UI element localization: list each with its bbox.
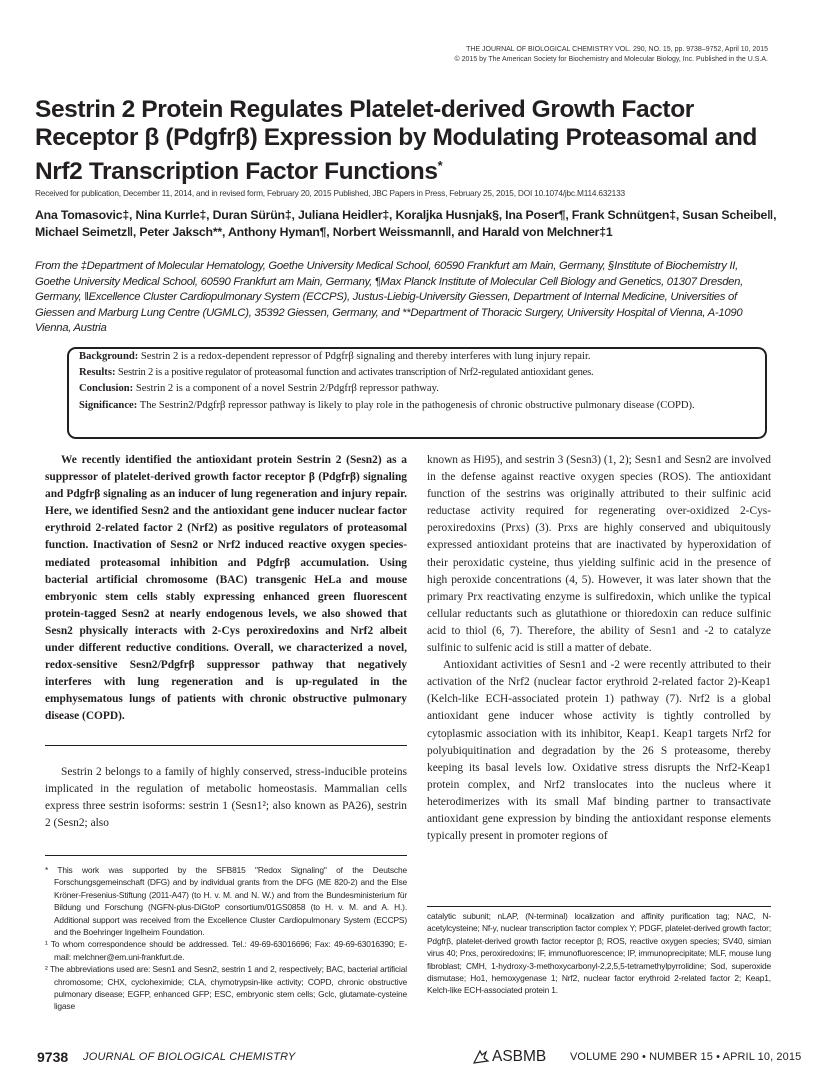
background-text: Sestrin 2 is a redox-dependent repressor of Pdgfrβ signaling and thereby interferes with lung injury repair.	[138, 351, 591, 362]
summary-results	[79, 365, 765, 381]
summary-significance	[79, 398, 759, 414]
conclusion-text: Sestrin 2 is a component of a novel Sestrin 2/Pdgfrβ repressor pathway.	[133, 383, 439, 395]
footnotes-right	[427, 910, 771, 997]
asbmb-logo	[472, 1048, 546, 1066]
affiliations: From the ‡Department of Molecular Hematology, Goethe University Medical School, 60590 Frankfurt am Main, Germany, §Institute of Biochemistry II, Goethe University Medical School, 60590 Frankfurt am Main, Germany, ¶Max Planck Institute of Molecular Cell Biology and Genetics, 01307 Dresden, Germany, ‖Excellence Cluster Cardiopulmonary System (ECCPS), Justus-Liebig-University Giessen, Department of Internal Medicine, Universities of Giessen and Marburg Lung Centre (UGMLC), 35392 Giessen, Germany, and **Department of Thoracic Surgery, University Hospital of Vienna, A-1090 Vienna, Austria	[35, 260, 743, 334]
footnote-divider-right	[427, 906, 771, 907]
right-column	[427, 452, 771, 845]
intro-paragraph	[45, 764, 407, 832]
results-text: Sestrin 2 is a positive regulator of proteasomal function and activates transcription of Nrf2-regulated antioxidant genes.	[115, 367, 594, 379]
received-line: Received for publication, December 11, 2014, and in revised form, February 20, 2015 Published, JBC Papers in Press, February 25, 2015, DOI 10.1074/jbc.M114.632133	[35, 188, 625, 198]
asbmb-emblem-icon	[472, 1049, 490, 1065]
footnote-funding: * This work was supported by the SFB815 "Redox Signaling" of the Deutsche Forschungsgemeinschaft (DFG) and by individual grants from the DFG (ME 820-2) and the Else Kröner-Fresenius-Stiftung (2011-A47) (to H. v. M. and N. W.) and from the Bundesministerium für Bildung und Forschung (NGFN-plus-DiGtoP consortium/01GS0858 (to H. v. M. and A. H.). Additional support was received from the Excellence Cluster Cardiopulmonary System (ECCPS) and the Boehringer Ingelheim Foundation.	[45, 865, 407, 938]
summary-background	[79, 349, 765, 365]
footnote-divider	[45, 855, 407, 856]
conclusion-label: Conclusion:	[79, 383, 134, 395]
significance-text: The Sestrin2/Pdgfrβ repressor pathway is likely to play role in the pathogenesis of chronic obstructive pulmonary disease (COPD).	[137, 399, 695, 411]
abstract	[45, 452, 407, 726]
footnote-correspondence: ¹ To whom correspondence should be addressed. Tel.: 49-69-63016696; Fax: 49-69-63016390; E-mail: melchner@em.uni-frankfurt.de.	[45, 939, 407, 962]
abstract-text: We recently identified the antioxidant protein Sestrin 2 (Sesn2) as a suppressor of platelet-derived growth factor receptor β (Pdgfrβ) signaling and Pdgfrβ signaling as an inducer of lung regeneration and injury repair. Here, we identified Sesn2 and the antioxidant gene inducer nuclear factor erythroid 2-related factor 2 (Nrf2) as positive regulators of proteasomal function. Inactivation of Sesn2 or Nrf2 induced reactive oxygen species-mediated proteasomal inhibition and Pdgfrβ accumulation. Using bacterial artificial chromosome (BAC) transgenic HeLa and mouse embryonic stem cells stably expressing enhanced green fluorescent protein-tagged Sesn2 at nearly endogenous levels, we also showed that Sesn2 physically interacts with 2-Cys peroxiredoxins and Nrf2 albeit under different reductive conditions. Overall, we characterized a novel, redox-sensitive Sesn2/Pdgfrβ suppressor pathway that negatively interferes with lung regeneration and is up-regulated in the emphysematous lungs of patients with chronic obstructive pulmonary disease (COPD).	[45, 454, 407, 723]
logo-text: ASBMB	[492, 1048, 547, 1065]
results-label: Results:	[79, 367, 116, 379]
footer-journal-name: JOURNAL OF BIOLOGICAL CHEMISTRY	[83, 1051, 296, 1063]
footnotes-left	[45, 864, 407, 1013]
title-text: Sestrin 2 Protein Regulates Platelet-derived Growth Factor Receptor β (Pdgfrβ) Expression by Modulating Proteasomal and Nrf2 Transcription Factor Functions	[35, 96, 757, 186]
journal-citation: THE JOURNAL OF BIOLOGICAL CHEMISTRY VOL. 290, NO. 15, pp. 9738–9752, April 10, 2015	[466, 46, 768, 53]
intro-text: Sestrin 2 belongs to a family of highly conserved, stress-inducible proteins implicated in the regulation of metabolic homeostasis. Mammalian cells express three sestrin isoforms: sestrin 1 (Sesn1²; also known as PA26), sestrin 2 (Sesn2; also	[45, 766, 407, 830]
summary-box	[67, 347, 767, 439]
author-list: Ana Tomasovic‡, Nina Kurrle‡, Duran Sürün‡, Juliana Heidler‡, Koraljka Husnjak§, Ina Poser¶, Frank Schnütgen‡, Susan Scheibe‖, Michael Seimetz‖, Peter Jaksch**, Anthony Hyman¶, Norbert Weissmann‖, and Harald von Melchner‡1	[35, 208, 777, 239]
title-footnote-mark: *	[437, 158, 443, 173]
running-header	[455, 45, 768, 65]
footnote-abbreviations-continued: catalytic subunit; nLAP, (N-terminal) localization and affinity purification tag; NAC, N-acetylcysteine; Nf-y, nuclear transcription factor complex Y; PDGF, platelet-derived growth factor; Pdgfrβ, platelet-derived growth factor receptor β; ROS, reactive oxygen species; SV40, simian virus 40; Prxs, peroxiredoxins; IF, immunofluorescence; IP, immunoprecipitate; MLF, mouse lung fibroblast; CMH, 1-hydroxy-3-methoxycarbonyl-2,2,5,5-tetramethylpyrrolidine; Sod, superoxide dismutase; Ho1, hemoxygenase 1; Nrf2, nuclear factor erythroid 2-related factor 2; Keap1, Kelch-like ECH-associated protein 1.	[427, 911, 771, 996]
body-paragraph: known as Hi95), and sestrin 3 (Sesn3) (1, 2); Sesn1 and Sesn2 are involved in the defense against reactive oxygen species (ROS). The antioxidant function of the sestrins was originally attributed to their sulfinic acid reductase activity required for regenerating over-oxidized 2-Cys-peroxiredoxins (Prxs) (3). Prxs are highly conserved and ubiquitously expressed antioxidant proteins that are inactivated by hyperoxidation of their peroxidatic cysteine, thus yielding sulfinic acid in the presence of high peroxide concentrations (4, 5). However, it was later shown that the primary Prx reactivating enzyme is sulfiredoxin, which unlike the typical cellular reductants such as glutathione or thioredoxin can reduce sulfinic acid to thiol (6, 7). Therefore, the ability of Sesn1 and -2 to catalyze sulfinic to sulfenic acid is still a matter of debate.	[427, 454, 771, 655]
body-paragraph: Antioxidant activities of Sesn1 and -2 were recently attributed to their activation of the Nrf2 (nuclear factor erythroid 2-related factor 2)-Keap1 (Kelch-like ECH-associated protein 1) pathway (7). Nrf2 is a global antioxidant gene inducer whose activity is tightly controlled by cytoplasmic association with its inhibitor, Keap1. Keap1 targets Nrf2 for polyubiquitination and degradation by the 26 S proteasome, thereby keeping its basal levels low. Oxidative stress disrupts the Nrf2-Keap1 protein complex, and Nrf2 translocates into the nucleus where it heterodimerizes with its small Maf binding partner to transactivate antioxidant gene expression by binding the antioxidant response elements typically present in promoter regions of	[427, 659, 771, 843]
copyright-line: © 2015 by The American Society for Biochemistry and Molecular Biology, Inc. Published in the U.S.A.	[454, 56, 768, 63]
footnote-abbreviations: ² The abbreviations used are: Sesn1 and Sesn2, sestrin 1 and 2, respectively; BAC, bacterial artificial chromosome; CHX, cycloheximide; CLA, chymotrypsin-like activity; COPD, chronic obstructive pulmonary disease; EGFP, enhanced GFP; ESC, embryonic stem cells; Gclc, glutamate-cysteine ligase	[45, 964, 407, 1012]
abstract-divider	[45, 745, 407, 746]
summary-conclusion	[79, 381, 765, 397]
page-number: 9738	[37, 1049, 69, 1065]
footer-volume: VOLUME 290 • NUMBER 15 • APRIL 10, 2015	[570, 1051, 802, 1063]
background-label: Background:	[79, 351, 139, 362]
article-title	[35, 96, 795, 186]
significance-label: Significance:	[79, 399, 138, 411]
